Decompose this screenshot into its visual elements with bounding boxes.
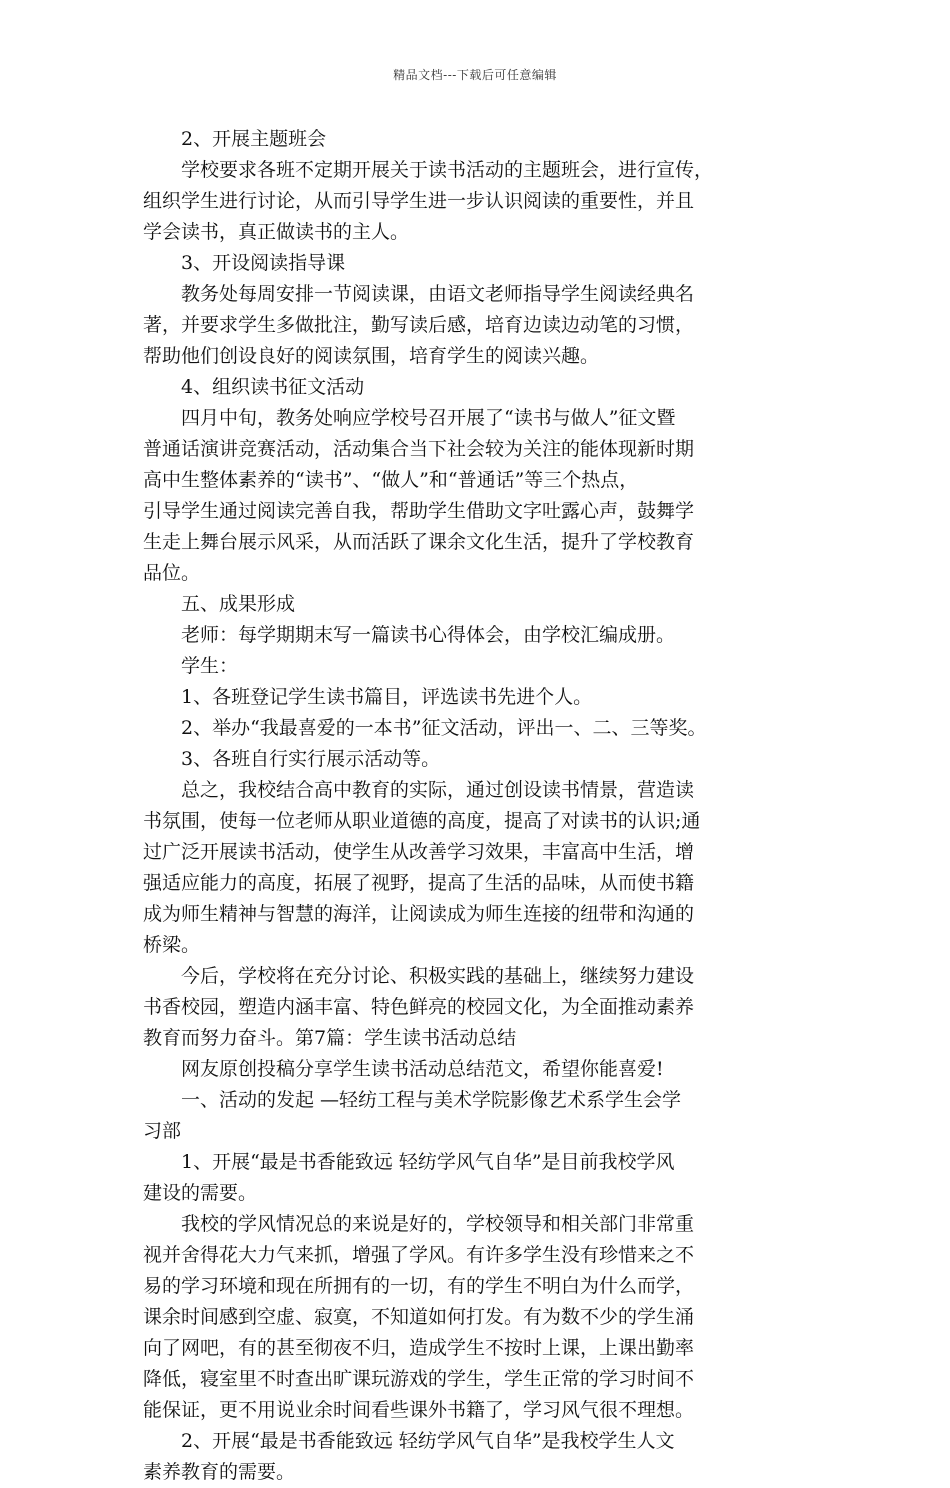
text-line: 我校的学风情况总的来说是好的，学校领导和相关部门非常重	[143, 1213, 695, 1235]
text-line: 素养教育的需要。	[143, 1461, 296, 1483]
text-line: 著，并要求学生多做批注，勤写读后感，培育边读边动笔的习惯，	[143, 314, 695, 336]
text-line: 五、成果形成	[143, 593, 296, 615]
text-line: 降低，寝室里不时查出旷课玩游戏的学生，学生正常的学习时间不	[143, 1368, 695, 1390]
text-line: 3、各班自行实行展示活动等。	[143, 748, 441, 770]
text-line: 4、组织读书征文活动	[143, 376, 365, 398]
text-line: 1、开展“最是书香能致远 轻纺学风气自华”是目前我校学风	[143, 1151, 675, 1173]
text-line: 2、开展“最是书香能致远 轻纺学风气自华”是我校学生人文	[143, 1430, 675, 1452]
text-line: 品位。	[143, 562, 201, 584]
text-line: 引导学生通过阅读完善自我，帮助学生借助文字吐露心声，鼓舞学	[143, 500, 695, 522]
text-line: 帮助他们创设良好的阅读氛围，培育学生的阅读兴趣。	[143, 345, 600, 367]
text-line: 今后，学校将在充分讨论、积极实践的基础上，继续努力建设	[143, 965, 695, 987]
text-line: 书氛围，使每一位老师从职业道德的高度，提高了对读书的认识;通	[143, 810, 701, 832]
text-line: 过广泛开展读书活动，使学生从改善学习效果，丰富高中生活，增	[143, 841, 695, 863]
text-line: 习部	[143, 1120, 182, 1142]
text-line: 书香校园，塑造内涵丰富、特色鲜亮的校园文化，为全面推动素养	[143, 996, 695, 1018]
text-line: 教育而努力奋斗。第7篇：学生读书活动总结	[143, 1027, 517, 1049]
text-line: 高中生整体素养的“读书”、“做人”和“普通话”等三个热点，	[143, 469, 639, 491]
text-line: 成为师生精神与智慧的海洋，让阅读成为师生连接的纽带和沟通的	[143, 903, 695, 925]
text-line: 强适应能力的高度，拓展了视野，提高了生活的品味，从而使书籍	[143, 872, 695, 894]
text-line: 组织学生进行讨论，从而引导学生进一步认识阅读的重要性，并且	[143, 190, 695, 212]
text-line: 学会读书，真正做读书的主人。	[143, 221, 410, 243]
text-line: 能保证，更不用说业余时间看些课外书籍了，学习风气很不理想。	[143, 1399, 695, 1421]
text-line: 向了网吧，有的甚至彻夜不归，造成学生不按时上课，上课出勤率	[143, 1337, 695, 1359]
text-line: 桥梁。	[143, 934, 201, 956]
text-line: 学生：	[143, 655, 239, 677]
text-line: 2、开展主题班会	[143, 128, 327, 150]
text-line: 总之，我校结合高中教育的实际，通过创设读书情景，营造读	[143, 779, 695, 801]
text-line: 3、开设阅读指导课	[143, 252, 346, 274]
text-line: 学校要求各班不定期开展关于读书活动的主题班会，进行宣传，	[143, 159, 714, 181]
text-line: 2、举办“我最喜爱的一本书”征文活动，评出一、二、三等奖。	[143, 717, 707, 739]
text-line: 生走上舞台展示风采，从而活跃了课余文化生活，提升了学校教育	[143, 531, 695, 553]
text-line: 老师：每学期期末写一篇读书心得体会，由学校汇编成册。	[143, 624, 676, 646]
text-line: 网友原创投稿分享学生读书活动总结范文，希望你能喜爱!	[143, 1058, 664, 1080]
text-line: 教务处每周安排一节阅读课，由语文老师指导学生阅读经典名	[143, 283, 695, 305]
text-line: 普通话演讲竞赛活动，活动集合当下社会较为关注的能体现新时期	[143, 438, 695, 460]
text-line: 建设的需要。	[143, 1182, 258, 1204]
document-body	[143, 124, 833, 1488]
text-line: 课余时间感到空虚、寂寞，不知道如何打发。有为数不少的学生涌	[143, 1306, 695, 1328]
text-line: 四月中旬，教务处响应学校号召开展了“读书与做人”征文暨	[143, 407, 676, 429]
page-header-note: 精品文档---下载后可任意编辑	[393, 68, 557, 82]
text-line: 一、活动的发起 —轻纺工程与美术学院影像艺术系学生会学	[143, 1089, 682, 1111]
text-line: 视并舍得花大力气来抓，增强了学风。有许多学生没有珍惜来之不	[143, 1244, 695, 1266]
text-line: 1、各班登记学生读书篇目，评选读书先进个人。	[143, 686, 593, 708]
text-line: 易的学习环境和现在所拥有的一切，有的学生不明白为什么而学，	[143, 1275, 695, 1297]
